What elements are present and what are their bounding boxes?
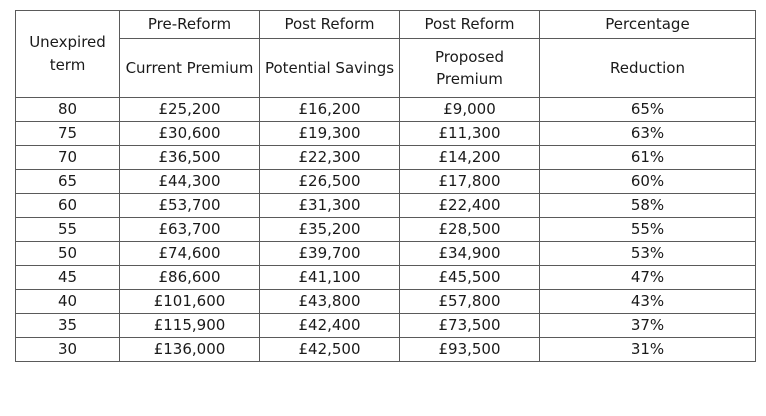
cell-proposed-premium: £34,900	[400, 242, 540, 266]
cell-proposed-premium: £57,800	[400, 290, 540, 314]
table-row	[16, 122, 756, 146]
header-potential-savings: Potential Savings	[260, 39, 400, 98]
table-row	[16, 242, 756, 266]
cell-term: 45	[16, 266, 120, 290]
cell-term: 65	[16, 170, 120, 194]
cell-term: 40	[16, 290, 120, 314]
cell-current-premium: £63,700	[120, 218, 260, 242]
cell-term: 35	[16, 314, 120, 338]
cell-current-premium: £101,600	[120, 290, 260, 314]
cell-current-premium: £30,600	[120, 122, 260, 146]
cell-potential-savings: £42,500	[260, 338, 400, 362]
cell-current-premium: £86,600	[120, 266, 260, 290]
table-row	[16, 290, 756, 314]
header-post-reform-savings: Post Reform	[260, 11, 400, 39]
cell-percentage-reduction: 31%	[540, 338, 756, 362]
cell-current-premium: £136,000	[120, 338, 260, 362]
header-row-bottom	[16, 39, 756, 98]
cell-potential-savings: £41,100	[260, 266, 400, 290]
table-row	[16, 266, 756, 290]
cell-current-premium: £53,700	[120, 194, 260, 218]
table-row	[16, 314, 756, 338]
cell-potential-savings: £35,200	[260, 218, 400, 242]
cell-current-premium: £74,600	[120, 242, 260, 266]
cell-potential-savings: £19,300	[260, 122, 400, 146]
cell-term: 80	[16, 98, 120, 122]
cell-term: 75	[16, 122, 120, 146]
cell-proposed-premium: £14,200	[400, 146, 540, 170]
cell-percentage-reduction: 43%	[540, 290, 756, 314]
header-proposed-premium: Proposed Premium	[400, 39, 540, 98]
cell-percentage-reduction: 37%	[540, 314, 756, 338]
cell-percentage-reduction: 65%	[540, 98, 756, 122]
cell-proposed-premium: £45,500	[400, 266, 540, 290]
cell-potential-savings: £39,700	[260, 242, 400, 266]
cell-term: 55	[16, 218, 120, 242]
header-percentage: Percentage	[540, 11, 756, 39]
cell-potential-savings: £22,300	[260, 146, 400, 170]
cell-potential-savings: £43,800	[260, 290, 400, 314]
cell-proposed-premium: £73,500	[400, 314, 540, 338]
cell-percentage-reduction: 53%	[540, 242, 756, 266]
cell-term: 30	[16, 338, 120, 362]
cell-potential-savings: £26,500	[260, 170, 400, 194]
table-row	[16, 338, 756, 362]
cell-proposed-premium: £22,400	[400, 194, 540, 218]
cell-proposed-premium: £28,500	[400, 218, 540, 242]
premium-table	[15, 10, 756, 362]
table-row	[16, 194, 756, 218]
cell-percentage-reduction: 47%	[540, 266, 756, 290]
cell-percentage-reduction: 55%	[540, 218, 756, 242]
cell-percentage-reduction: 60%	[540, 170, 756, 194]
cell-proposed-premium: £11,300	[400, 122, 540, 146]
cell-term: 70	[16, 146, 120, 170]
cell-percentage-reduction: 63%	[540, 122, 756, 146]
table-row	[16, 218, 756, 242]
header-unexpired-term: Unexpired term	[16, 11, 120, 98]
cell-term: 50	[16, 242, 120, 266]
header-current-premium: Current Premium	[120, 39, 260, 98]
cell-current-premium: £115,900	[120, 314, 260, 338]
cell-current-premium: £36,500	[120, 146, 260, 170]
cell-percentage-reduction: 58%	[540, 194, 756, 218]
cell-potential-savings: £16,200	[260, 98, 400, 122]
header-reduction: Reduction	[540, 39, 756, 98]
table-row	[16, 170, 756, 194]
table-body	[16, 11, 756, 362]
table-row	[16, 146, 756, 170]
cell-proposed-premium: £93,500	[400, 338, 540, 362]
header-row-top	[16, 11, 756, 39]
cell-percentage-reduction: 61%	[540, 146, 756, 170]
cell-current-premium: £25,200	[120, 98, 260, 122]
cell-proposed-premium: £17,800	[400, 170, 540, 194]
cell-term: 60	[16, 194, 120, 218]
cell-potential-savings: £31,300	[260, 194, 400, 218]
header-pre-reform: Pre-Reform	[120, 11, 260, 39]
cell-proposed-premium: £9,000	[400, 98, 540, 122]
cell-current-premium: £44,300	[120, 170, 260, 194]
header-post-reform-premium: Post Reform	[400, 11, 540, 39]
cell-potential-savings: £42,400	[260, 314, 400, 338]
table-row	[16, 98, 756, 122]
